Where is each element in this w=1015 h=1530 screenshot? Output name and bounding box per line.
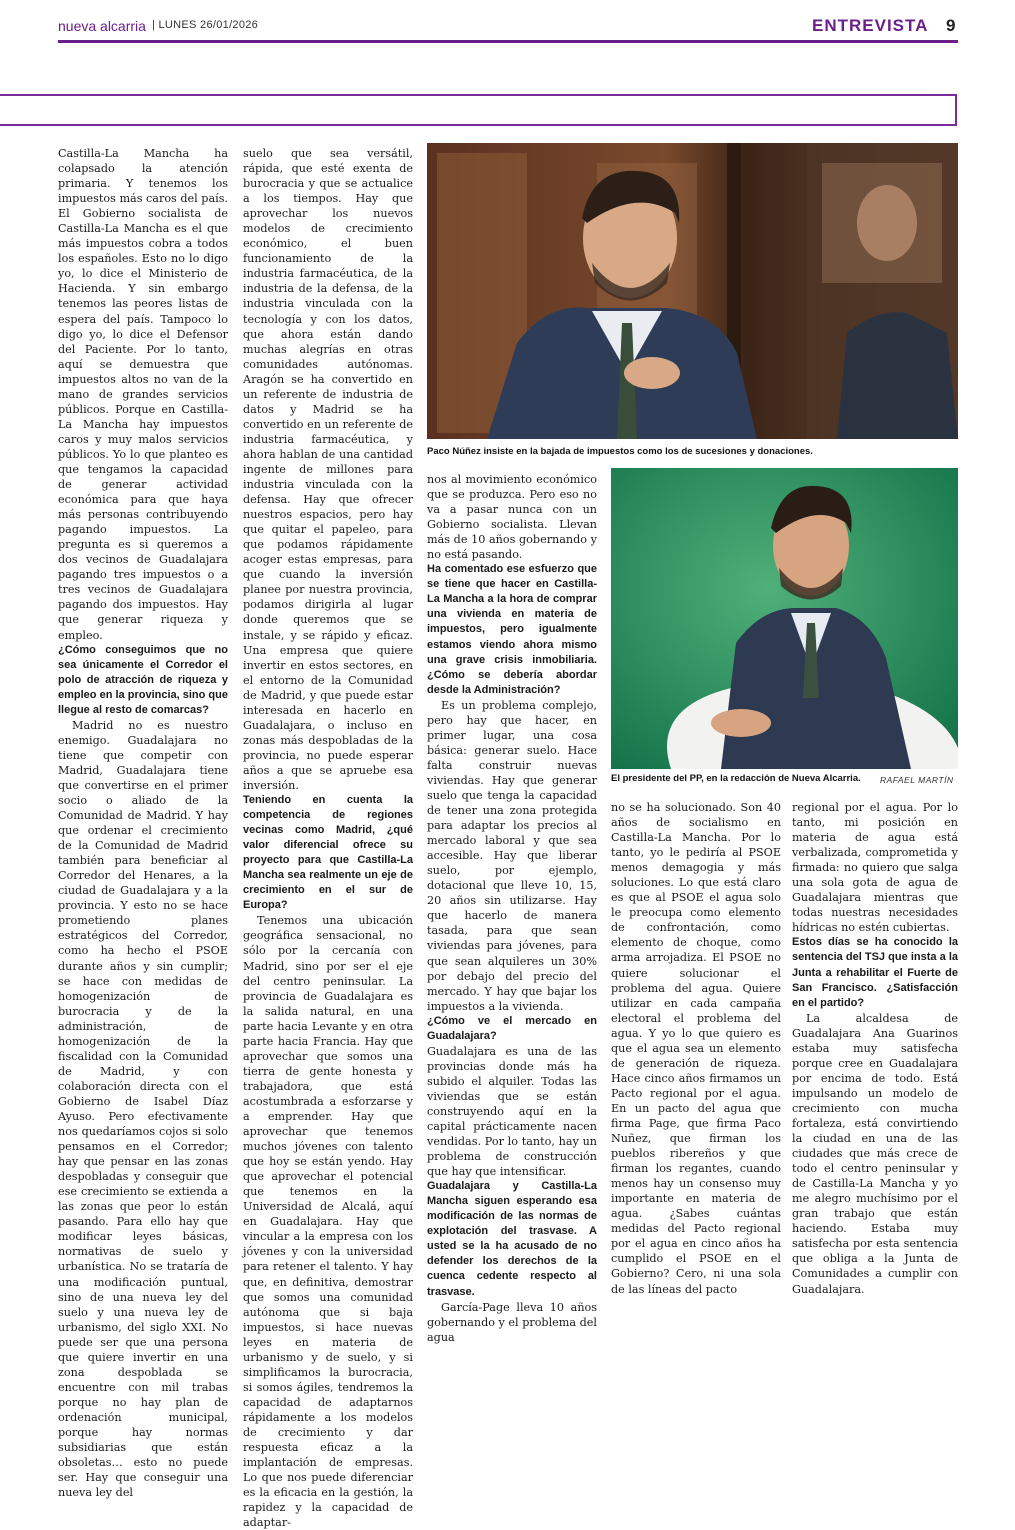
- answer-paragraph: Castilla-La Mancha ha colapsado la atención primaria. Y tenemos los impuestos más caros del país. El Gobierno socialista de Castilla-La Mancha es el que más impuestos cobra a todos los españoles. Esto no lo digo yo, lo dice el Ministerio de Hacienda. Y sin embargo tenemos las peores listas de espera del país. Tampoco lo digo yo, lo dice el Defensor del Paciente. Por lo tanto, aquí se demuestra que impuestos altos no van de la mano de grandes servicios públicos. Porque en Castilla-La Mancha hay impuestos caros y muy malos servicios públicos. Yo lo que planteo es que tengamos la capacidad de generar actividad económica para que haya más personas contribuyendo pagando impuestos. La pregunta es si queremos a dos vecinos de Guadalajara pagando tres impuestos o a tres vecinos de Guadalajara pagando dos impuestos. Hay que generar riqueza y empleo.: [58, 147, 228, 642]
- article-column-3: [427, 472, 597, 1344]
- interview-question: Ha comentado ese esfuerzo que se tiene que hacer en Castilla-La Mancha a la hora de comprar una vivienda en materia de impuestos, pero igualmente estamos viendo ahora mismo una grave crisis inmobiliaria. ¿Cómo se debería abordar desde la Administración?: [427, 563, 597, 696]
- page-header: [0, 0, 1015, 44]
- answer-paragraph: Guadalajara es una de las provincias donde más ha subido el alquiler. Todas las viviendas que se están construyendo aquí en la capital prácticamente nacen vendidas. Por lo tanto, hay un problema de construcción que hay que intensificar.: [427, 1044, 597, 1179]
- answer-paragraph: Es un problema complejo, pero hay que hacer, en primer lugar, una cosa básica: generar suelo. Hace falta construir nuevas viviendas. Hay que generar suelo que tenga la capacidad de tener una zona protegida para adaptar los precios al mercado laboral y que sea accesible. Hay que liberar suelo, por ejemplo, dotacional que lleve 10, 15, 20 años sin utilizarse. Hay que hacerlo de manera tasada, para que sean viviendas para jóvenes, para que sean alquileres un 30% por debajo del precio del mercado. Y hay que bajar los impuestos a la vivienda.: [427, 698, 597, 1013]
- portrait-image-top: [427, 143, 958, 439]
- interview-question: Estos días se ha conocido la sentencia del TSJ que insta a la Junta a rehabilitar el Fuerte de San Francisco. ¿Satisfacción en el partido?: [792, 936, 958, 1009]
- interview-question: Guadalajara y Castilla-La Mancha siguen esperando esa modificación de las normas de explotación del trasvase. A usted se la ha acusado de no defender los derechos de la cuenca cedente respecto al trasvase.: [427, 1180, 597, 1298]
- answer-paragraph: Tenemos una ubicación geográfica sensacional, no sólo por la cercanía con Madrid, sino por ser el eje del centro peninsular. La provincia de Guadalajara es la salida natural, en una parte hacia Levante y en otra parte hacia Francia. Hay que aprovechar que somos una tierra de gente honesta y trabajadora, que está acostumbrada a esforzarse y a emprender. Hay que aprovechar que tenemos muchos jóvenes con talento que hoy se están yendo. Hay que aprovechar el potencial que tenemos en la Universidad de Alcalá, aquí en Guadalajara. Hay que vincular a la empresa con los jóvenes y con la universidad para retener el talento. Y hay que, en definitiva, demostrar que somos una comunidad autónoma que si baja impuestos, si hace nuevas leyes en materia de urbanismo y de suelo, y si simplificamos la burocracia, si somos ágiles, tendremos la capacidad de adaptarnos rápidamente a los modelos de crecimiento y dar respuesta eficaz a la implantación de empresas. Lo que nos puede diferenciar es la eficacia en la gestión, la rapidez y la capacidad de adaptar-: [243, 914, 413, 1530]
- newspaper-brand: nueva alcarria: [58, 18, 146, 34]
- issue-date-text: LUNES 26/01/2026: [158, 19, 259, 31]
- portrait-image-bottom: [611, 468, 958, 769]
- interview-question: Teniendo en cuenta la competencia de regiones vecinas como Madrid, ¿qué valor diferencial ofrece su proyecto para que Castilla-La Mancha sea realmente un eje de crecimiento en el sur de Europa?: [243, 794, 413, 912]
- answer-paragraph: García-Page lleva 10 años gobernando y el problema del agua: [427, 1300, 597, 1344]
- interview-question: ¿Cómo conseguimos que no sea únicamente el Corredor el polo de atracción de riqueza y empleo en la provincia, sino que llegue al resto de comarcas?: [58, 643, 228, 716]
- article-column-4: [611, 800, 781, 1296]
- header-rule: [58, 40, 958, 43]
- answer-paragraph: nos al movimiento económico que se produzca. Pero eso no va a pasar nunca con un Gobierno socialista. Llevan más de 10 años gobernando y no está pasando.: [427, 473, 597, 562]
- answer-paragraph: Madrid no es nuestro enemigo. Guadalajara no tiene que competir con Madrid, Guadalajara tiene que convertirse en el primer socio o aliado de la Comunidad de Madrid. Y hay que ordenar el crecimiento de la Comunidad de Madrid también para beneficiar al Corredor del Henares, a la ciudad de Guadalajara y a la provincia. Y esto no se hace prometiendo planes estratégicos del Corredor, como ha hecho el PSOE durante años y sin cumplir; se hace con medidas de homogenización de burocracia y de la administración, de homogenización de la fiscalidad con la Comunidad de Madrid, y con colaboración directa con el Gobierno de Isabel Díaz Ayuso. Pero efectivamente nos quedaríamos cojos si solo pensamos en el Corredor; hay que pensar en las zonas despobladas y conseguir que ese crecimiento se extienda a las zonas que peor lo están pasando. Para ello hay que modificar leyes básicas, normativas de suelo y urbanística. No se trataría de una modificación puntual, sino de una nueva ley del suelo y una nueva ley de urbanismo, del siglo XXI. No puede ser que una persona que quiere invertir en una zona despoblada se encuentre con mil trabas porque no hay plan de ordenación municipal, porque hay normas subsidiarias que están obsoletas… esto no puede ser. Hay que conseguir una nueva ley del: [58, 718, 228, 1500]
- answer-paragraph: regional por el agua. Por lo tanto, mi posición en materia de agua está verbalizada, comprometida y firmada: no quiero que salga una sola gota de agua de Guadalajara mientras que todas nuestras necesidades hídricas no estén cubiertas.: [792, 801, 958, 935]
- decorative-band: [0, 94, 957, 126]
- article-column-2: [243, 146, 413, 1530]
- issue-date: | LUNES 26/01/2026: [152, 19, 259, 31]
- photo-bottom: [611, 468, 958, 769]
- photo-credit: RAFAEL MARTÍN: [880, 775, 954, 785]
- photo-top: [427, 143, 958, 439]
- section-title: ENTREVISTA: [812, 16, 929, 35]
- answer-paragraph: no se ha solucionado. Son 40 años de socialismo en Castilla-La Mancha. Por lo tanto, yo le pediría al PSOE menos demagogia y más soluciones. Lo que está claro es que al PSOE el agua solo le preocupa como elemento de confrontación, como elemento de choque, como arma arrojadiza. El PSOE no quiere solucionar el problema del agua. Quiere utilizar en cada campaña electoral el problema del agua. Y yo lo que quiero es que el agua sea un elemento de generación de riqueza. Hace cinco años firmamos un Pacto regional por el agua. En un pacto del agua que firma Page, que firma Paco Nuñez, que firman los pueblos ribereños y que firman los regantes, cuando menos hay un consenso muy importante en materia de agua. ¿Sabes cuántas medidas del Pacto regional por el agua en cinco años ha cumplido el PSOE en el Gobierno? Cero, ni una sola de las líneas del pacto: [611, 801, 781, 1296]
- article-column-1: [58, 146, 228, 1500]
- photo-bottom-caption: El presidente del PP, en la redacción de Nueva Alcarria.: [611, 773, 861, 784]
- photo-top-caption: Paco Núñez insiste en la bajada de impuestos como los de sucesiones y donaciones.: [427, 446, 813, 457]
- answer-paragraph: suelo que sea versátil, rápida, que esté exenta de burocracia y que se actualice a los tiempos. Hay que aprovechar los nuevos modelos de crecimiento económico, el buen funcionamiento de la industria farmacéutica, de la industria de la defensa, de la industria vinculada con la tecnología y con los datos, que ahora están dando muchas alegrías en otras comunidades autónomas. Aragón se ha convertido en un referente de industria de datos y Madrid se ha convertido en un referente de industria farmacéutica, y ahora hablan de una cantidad ingente de millones para industria vinculada con la defensa. Hay que ofrecer nuestros espacios, pero hay que quitar el papeleo, para que podamos rápidamente acoger estas empresas, para que cuando la inversión planee por nuestra provincia, podamos dirigirla al lugar donde queremos que se instale, y se rápido y eficaz. Una empresa que quiere invertir en estos sectores, en el entorno de la Comunidad de Madrid, y que puede estar interesada en hacerlo en Guadalajara, o incluso en zonas más despobladas de la provincia, no puede esperar años a que se apruebe esa inversión.: [243, 147, 413, 792]
- page-number: 9: [946, 16, 956, 35]
- interview-question: ¿Cómo ve el mercado en Guadalajara?: [427, 1014, 597, 1042]
- answer-paragraph: La alcaldesa de Guadalajara Ana Guarinos estaba muy satisfecha porque cree en Guadalajara por encima de todo. Está impulsando un modelo de crecimiento con mucha fortaleza, está convirtiendo la ciudad en una de las ciudades que más crece de todo el centro peninsular y de Castilla-La Mancha y yo me alegro muchísimo por el gran trabajo que están haciendo. Estaba muy satisfecha por esta sentencia que obliga a la Junta de Comunidades a cumplir con Guadalajara.: [792, 1011, 958, 1296]
- article-column-5: [792, 800, 958, 1296]
